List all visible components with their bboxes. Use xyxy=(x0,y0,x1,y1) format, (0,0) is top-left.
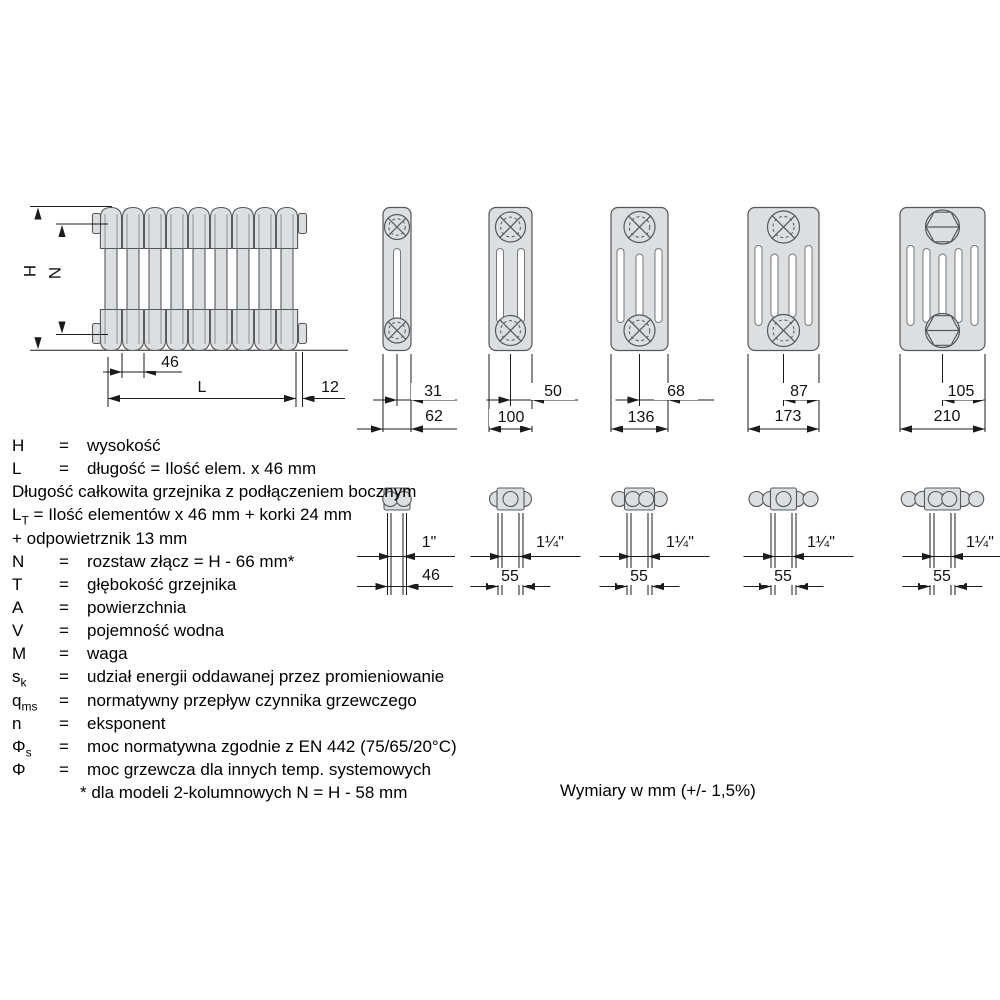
equals-sign: = xyxy=(59,621,69,641)
column-slot xyxy=(655,249,662,323)
equals-sign: = xyxy=(59,690,69,710)
column-top xyxy=(639,492,654,507)
dim-label-connection-width-6col: 55 xyxy=(920,568,964,585)
front-view xyxy=(30,208,348,351)
radiator-element xyxy=(100,208,121,249)
column-top xyxy=(776,492,791,507)
column-slot xyxy=(394,249,401,323)
dim-label-connection-width-3col: 55 xyxy=(488,568,532,585)
equals-sign: = xyxy=(59,644,69,664)
dim-label-length: L xyxy=(180,379,224,396)
equals-sign: = xyxy=(59,713,69,733)
legend-symbol: $L_T$ xyxy=(12,505,29,528)
equals-sign: = xyxy=(59,459,69,479)
radiator-element xyxy=(144,208,165,249)
legend-symbol: $q_{ms}$ xyxy=(12,690,38,713)
end-cap xyxy=(299,324,307,344)
column-slot xyxy=(771,254,778,317)
column-slot xyxy=(755,246,762,326)
dim-label-depth-3col: 100 xyxy=(489,409,533,426)
column-top xyxy=(901,492,916,507)
dim-label-element-pitch: 46 xyxy=(148,354,192,371)
legend-symbol: H xyxy=(12,436,25,455)
dim-label-depth-4col: 136 xyxy=(619,409,663,426)
legend-row-height xyxy=(12,436,572,459)
column-top xyxy=(749,492,764,507)
legend-text: + odpowietrznik 13 mm xyxy=(12,528,188,548)
top-view-5-columns xyxy=(749,488,818,510)
dim-label-half-depth-6col: 105 xyxy=(939,383,983,400)
side-view-4-columns xyxy=(611,208,668,351)
top-view-6-columns xyxy=(901,488,984,510)
radiator-element xyxy=(210,208,231,249)
legend-symbol: Φ xyxy=(12,759,26,779)
column-top xyxy=(803,492,818,507)
legend-symbol: L xyxy=(12,459,22,479)
legend-text: * dla modeli 2-kolumnowych N = H - 58 mm xyxy=(80,783,408,803)
legend-text: moc normatywna zgodnie z EN 442 (75/65/20°C) xyxy=(87,736,457,756)
legend-row-weight xyxy=(12,644,572,667)
legend-symbol: A xyxy=(12,597,24,617)
legend-row-exponent xyxy=(12,714,572,737)
column-top xyxy=(969,492,984,507)
column-top xyxy=(625,492,640,507)
side-view-6-columns xyxy=(900,208,985,351)
legend-symbol: $\Phi_s$ xyxy=(12,736,32,760)
legend-row-flow xyxy=(12,691,572,714)
column-slot xyxy=(971,246,978,326)
equals-sign: = xyxy=(59,597,69,617)
legend-row-heating-power xyxy=(12,760,572,783)
legend-row-radiation-share xyxy=(12,667,572,690)
dim-label-depth-6col: 210 xyxy=(925,408,969,425)
dim-label-depth-5col: 173 xyxy=(766,408,810,425)
legend-row-total-length-formula xyxy=(12,505,572,528)
legend-text: udział energii oddawanej przez promieniowanie xyxy=(87,667,445,687)
legend-symbol: N xyxy=(12,551,25,571)
dim-label-connection-2col: 1" xyxy=(407,534,451,551)
legend-text: pojemność wodna xyxy=(87,621,225,641)
legend-text: głębokość grzejnika xyxy=(87,574,237,594)
legend-symbol: T xyxy=(12,574,23,594)
legend-row-nominal-power xyxy=(12,737,572,760)
legend-text: powierzchnia xyxy=(87,597,187,617)
column-slot xyxy=(907,246,914,326)
equals-sign: = xyxy=(59,436,69,455)
dim-label-height: H xyxy=(20,264,39,278)
legend-text: = Ilość elementów x 46 mm + korki 24 mm xyxy=(33,505,352,525)
top-view-4-columns xyxy=(612,488,668,510)
column-slot xyxy=(636,254,643,317)
legend-text: moc grzewcza dla innych temp. systemowych xyxy=(87,759,431,779)
legend xyxy=(12,436,572,806)
radiator-element xyxy=(232,208,253,249)
legend-row-footnote xyxy=(12,783,572,806)
legend-symbol: $s_k$ xyxy=(12,667,27,690)
end-cap xyxy=(299,214,307,234)
dim-label-connection-width-4col: 55 xyxy=(617,568,661,585)
legend-text: eksponent xyxy=(87,713,166,733)
legend-text: normatywny przepływ czynnika grzewczego xyxy=(87,690,417,710)
dim-label-end-extension: 12 xyxy=(308,379,352,396)
column-slot xyxy=(939,254,946,317)
side-view-5-columns xyxy=(748,208,819,351)
equals-sign: = xyxy=(59,736,69,756)
radiator-element xyxy=(188,208,209,249)
dim-label-connection-width-2col: 46 xyxy=(409,567,453,584)
legend-row-depth xyxy=(12,575,572,598)
equals-sign: = xyxy=(59,667,69,687)
legend-row-total-length-heading xyxy=(12,482,572,505)
legend-row-air-vent xyxy=(12,529,572,552)
dim-label-half-depth-3col: 50 xyxy=(531,383,575,400)
column-slot xyxy=(518,249,525,323)
side-view-3-columns xyxy=(489,208,532,351)
legend-text: długość = Ilość elem. x 46 mm xyxy=(87,459,317,479)
column-top xyxy=(942,492,957,507)
column-slot xyxy=(805,246,812,326)
radiator-element xyxy=(276,208,297,249)
dimensions-tolerance-note: Wymiary w mm (+/- 1,5%) xyxy=(560,781,756,800)
column-slot xyxy=(617,249,624,323)
dim-label-half-depth-2col: 31 xyxy=(411,383,455,400)
legend-text: waga xyxy=(87,644,128,664)
dim-label-half-depth-4col: 68 xyxy=(654,383,698,400)
legend-text: wysokość xyxy=(87,436,161,455)
radiator-element xyxy=(122,208,143,249)
dim-label-connection-3col: 1¼" xyxy=(528,534,572,551)
column-slot xyxy=(497,249,504,323)
column-slot xyxy=(923,249,930,323)
legend-text: Długość całkowita grzejnika z podłączeniem bocznym xyxy=(12,482,417,502)
dim-label-connection-6col: 1¼" xyxy=(958,534,1000,551)
column-slot xyxy=(955,249,962,323)
dim-label-connection-4col: 1¼" xyxy=(658,534,702,551)
dim-label-connection-width-5col: 55 xyxy=(761,568,805,585)
legend-row-area xyxy=(12,598,572,621)
legend-row-length xyxy=(12,459,572,482)
legend-text: rozstaw złącz = H - 66 mm* xyxy=(87,551,295,571)
column-top xyxy=(928,492,943,507)
equals-sign: = xyxy=(59,759,69,779)
side-view-2-columns xyxy=(383,208,411,351)
legend-symbol: V xyxy=(12,621,24,641)
dim-label-connection-spacing: N xyxy=(45,266,64,280)
legend-symbol: M xyxy=(12,644,27,664)
dim-label-connection-5col: 1¼" xyxy=(799,534,843,551)
dim-label-half-depth-5col: 87 xyxy=(777,383,821,400)
end-cap xyxy=(93,324,101,344)
radiator-element xyxy=(166,208,187,249)
radiator-element xyxy=(254,208,275,249)
equals-sign: = xyxy=(59,551,69,571)
legend-symbol: n xyxy=(12,713,22,733)
legend-row-water-capacity xyxy=(12,621,572,644)
dim-label-depth-2col: 62 xyxy=(412,408,456,425)
legend-row-connection-spacing xyxy=(12,552,572,575)
equals-sign: = xyxy=(59,574,69,594)
column-slot xyxy=(789,254,796,317)
